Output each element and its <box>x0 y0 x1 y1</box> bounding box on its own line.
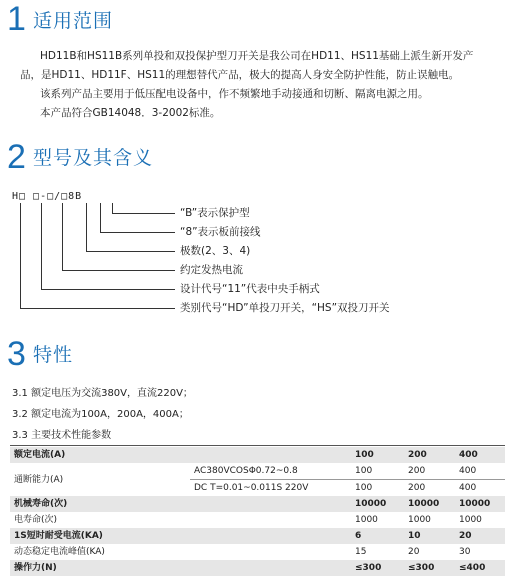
row-label: 通断能力(A) <box>14 474 64 485</box>
legend-item-8: “8”表示板前接线 <box>180 226 261 238</box>
row-label: 动态稳定电流峰值(KA) <box>14 547 105 557</box>
section-title-1: 适用范围 <box>33 10 114 32</box>
section-number-3: 3 <box>7 335 26 373</box>
cell-200: 10 <box>404 528 455 544</box>
table-row <box>10 512 505 528</box>
intro-line-2: 品，是HD11、HD11F、HS11的理想替代产品，极大的提高人身安全防护性能，防止误触电。 <box>20 69 460 81</box>
cell-400: 30 <box>459 547 471 557</box>
spec-3-2: 3.2 额定电流为100A，200A，400A； <box>12 409 189 420</box>
table-row <box>10 463 505 480</box>
section-number-2: 2 <box>7 138 26 176</box>
section-title-3: 特性 <box>33 344 74 366</box>
table-top-rule <box>10 445 505 446</box>
cell-200: ≤300 <box>404 560 455 576</box>
cell-100: 100 <box>355 483 373 493</box>
model-code: H□ □-□/□8B <box>12 191 83 202</box>
cell-100: 100 <box>351 463 404 480</box>
table-row <box>10 560 505 576</box>
cell-400: ≤400 <box>455 560 505 576</box>
table-row <box>10 496 505 512</box>
legend-item-current: 约定发热电流 <box>180 264 243 276</box>
spec-3-1: 3.1 额定电压为交流380V，直流220V； <box>12 388 193 399</box>
cell-200: 200 <box>404 463 455 480</box>
legend-item-b: “B”表示保护型 <box>180 207 250 219</box>
section-title-2: 型号及其含义 <box>33 147 154 169</box>
cell-200: 1000 <box>408 515 431 525</box>
cell-400: 10000 <box>455 496 505 512</box>
section-number-1: 1 <box>7 0 26 38</box>
cell-100: 100 <box>351 447 404 463</box>
row-label: 额定电流(A) <box>10 447 351 463</box>
legend-item-category: 类别代号“HD”单投刀开关，“HS”双投刀开关 <box>180 302 390 314</box>
cell-400: 400 <box>455 447 505 463</box>
cell-100: 15 <box>355 547 367 557</box>
table-row <box>10 544 505 560</box>
dc-condition: DC T=0.01~0.011S 220V <box>194 483 309 493</box>
cell-400: 400 <box>459 483 477 493</box>
spec-3-3: 3.3 主要技术性能参数 <box>12 430 112 441</box>
intro-line-1: HD11B和HS11B系列单投和双投保护型刀开关是我公司在HD11、HS11基础上派生新开发产 <box>40 50 474 62</box>
legend-item-poles: 极数(2、3、4) <box>180 245 251 257</box>
row-label: 电寿命(次) <box>14 515 58 525</box>
row-label: 机械寿命(次) <box>10 496 351 512</box>
row-label: 1S短时耐受电流(KA) <box>10 528 351 544</box>
table-row <box>10 447 505 463</box>
cell-100: ≤300 <box>351 560 404 576</box>
cell-200: 200 <box>408 483 426 493</box>
intro-line-3: 该系列产品主要用于低压配电设备中，作不频繁地手动接通和切断、隔离电源之用。 <box>40 88 429 100</box>
cell-200: 20 <box>408 547 420 557</box>
cell-100: 6 <box>351 528 404 544</box>
ac-condition: AC380VCOSΦ0.72~0.8 <box>190 463 351 480</box>
intro-line-4: 本产品符合GB14048．3-2002标准。 <box>40 107 221 119</box>
legend-item-design: 设计代号“11”代表中央手柄式 <box>180 283 320 295</box>
cell-200: 200 <box>404 447 455 463</box>
cell-400: 400 <box>455 463 505 480</box>
legend-connector-category <box>20 203 175 309</box>
cell-400: 20 <box>455 528 505 544</box>
row-label: 操作力(N) <box>10 560 351 576</box>
cell-100: 10000 <box>351 496 404 512</box>
spec-table <box>10 447 505 576</box>
cell-400: 1000 <box>459 515 482 525</box>
cell-100: 1000 <box>355 515 378 525</box>
table-row <box>10 528 505 544</box>
cell-200: 10000 <box>404 496 455 512</box>
